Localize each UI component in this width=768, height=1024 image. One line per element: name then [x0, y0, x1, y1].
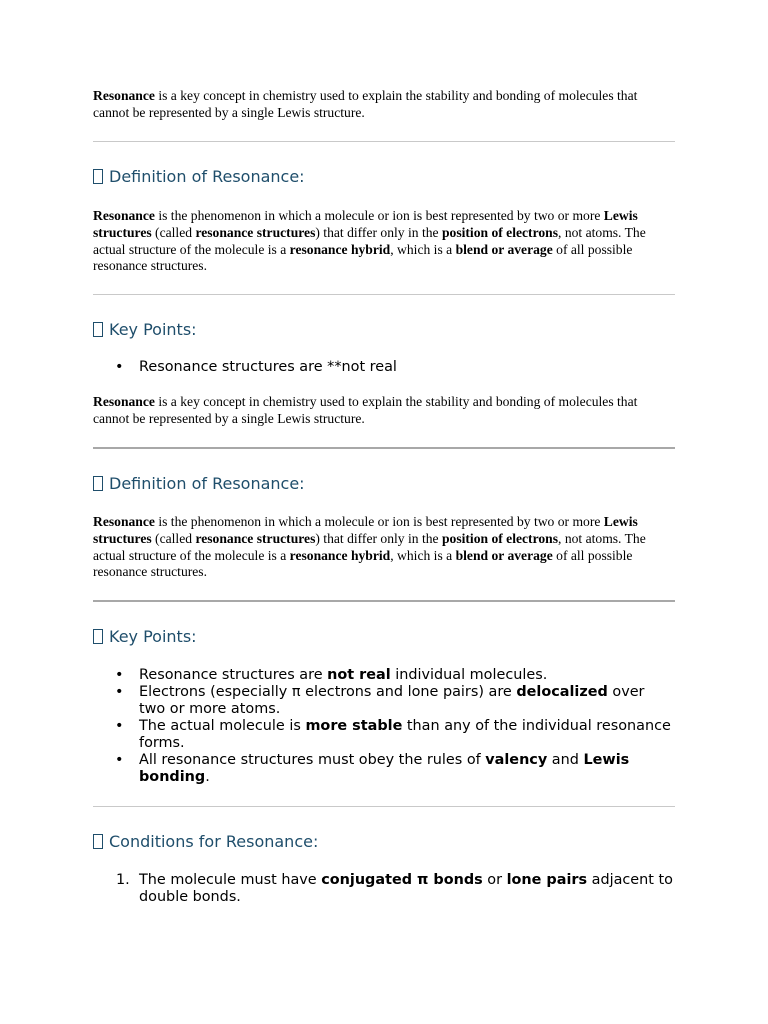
list-item: 1. The molecule must have conjugated π bonds or lone pairs adjacent to double bonds.	[116, 872, 673, 905]
key-points-list-1	[93, 359, 675, 376]
bullet-icon: •	[115, 667, 124, 683]
missing-glyph-box-icon	[93, 834, 103, 849]
list-number: 1.	[116, 872, 130, 888]
definition-heading-2: Definition of Resonance:	[93, 474, 305, 494]
conditions-heading: Conditions for Resonance:	[93, 832, 318, 852]
intro-text: is a key concept in chemistry used to explain the stability and bonding of molecules that cannot be represented by a single Lewis structure.	[93, 394, 638, 426]
list-item: • The actual molecule is more stable than any of the individual resonance forms.	[115, 718, 671, 751]
key-points-heading-2: Key Points:	[93, 627, 197, 647]
definition-paragraph-2: Resonance is the phenomenon in which a molecule or ion is best represented by two or more Lewis structures (called resonance structures) that differ only in the position of electrons, not atoms. The actual structure of the molecule is a resonance hybrid, which is a blend or average of all possible resonance structures.	[93, 514, 646, 580]
intro-term: Resonance	[93, 88, 155, 103]
divider	[93, 141, 675, 142]
key-points-list-2	[93, 667, 675, 786]
missing-glyph-box-icon	[93, 629, 103, 644]
divider	[93, 294, 675, 295]
bullet-icon: •	[115, 359, 124, 375]
bullet-icon: •	[115, 718, 124, 734]
bullet-icon: •	[115, 684, 124, 700]
intro-term: Resonance	[93, 394, 155, 409]
divider	[93, 600, 675, 602]
missing-glyph-box-icon	[93, 169, 103, 184]
definition-heading-1: Definition of Resonance:	[93, 167, 305, 187]
conditions-list	[93, 872, 675, 906]
definition-paragraph-1: Resonance is the phenomenon in which a molecule or ion is best represented by two or more Lewis structures (called resonance structures) that differ only in the position of electrons, not atoms. The actual structure of the molecule is a resonance hybrid, which is a blend or average of all possible resonance structures.	[93, 208, 646, 274]
list-item: • Electrons (especially π electrons and lone pairs) are delocalized over two or more atoms.	[115, 684, 645, 717]
intro-paragraph-2	[93, 394, 675, 428]
divider	[93, 806, 675, 807]
intro-paragraph-1	[93, 88, 675, 122]
divider	[93, 447, 675, 449]
missing-glyph-box-icon	[93, 322, 103, 337]
key-points-heading-1: Key Points:	[93, 320, 197, 340]
list-item: • All resonance structures must obey the rules of valency and Lewis bonding.	[115, 752, 630, 785]
list-item: • Resonance structures are **not real	[115, 359, 397, 375]
missing-glyph-box-icon	[93, 476, 103, 491]
list-item: • Resonance structures are not real individual molecules.	[115, 667, 548, 683]
intro-text: is a key concept in chemistry used to explain the stability and bonding of molecules that cannot be represented by a single Lewis structure.	[93, 88, 638, 120]
bullet-icon: •	[115, 752, 124, 768]
